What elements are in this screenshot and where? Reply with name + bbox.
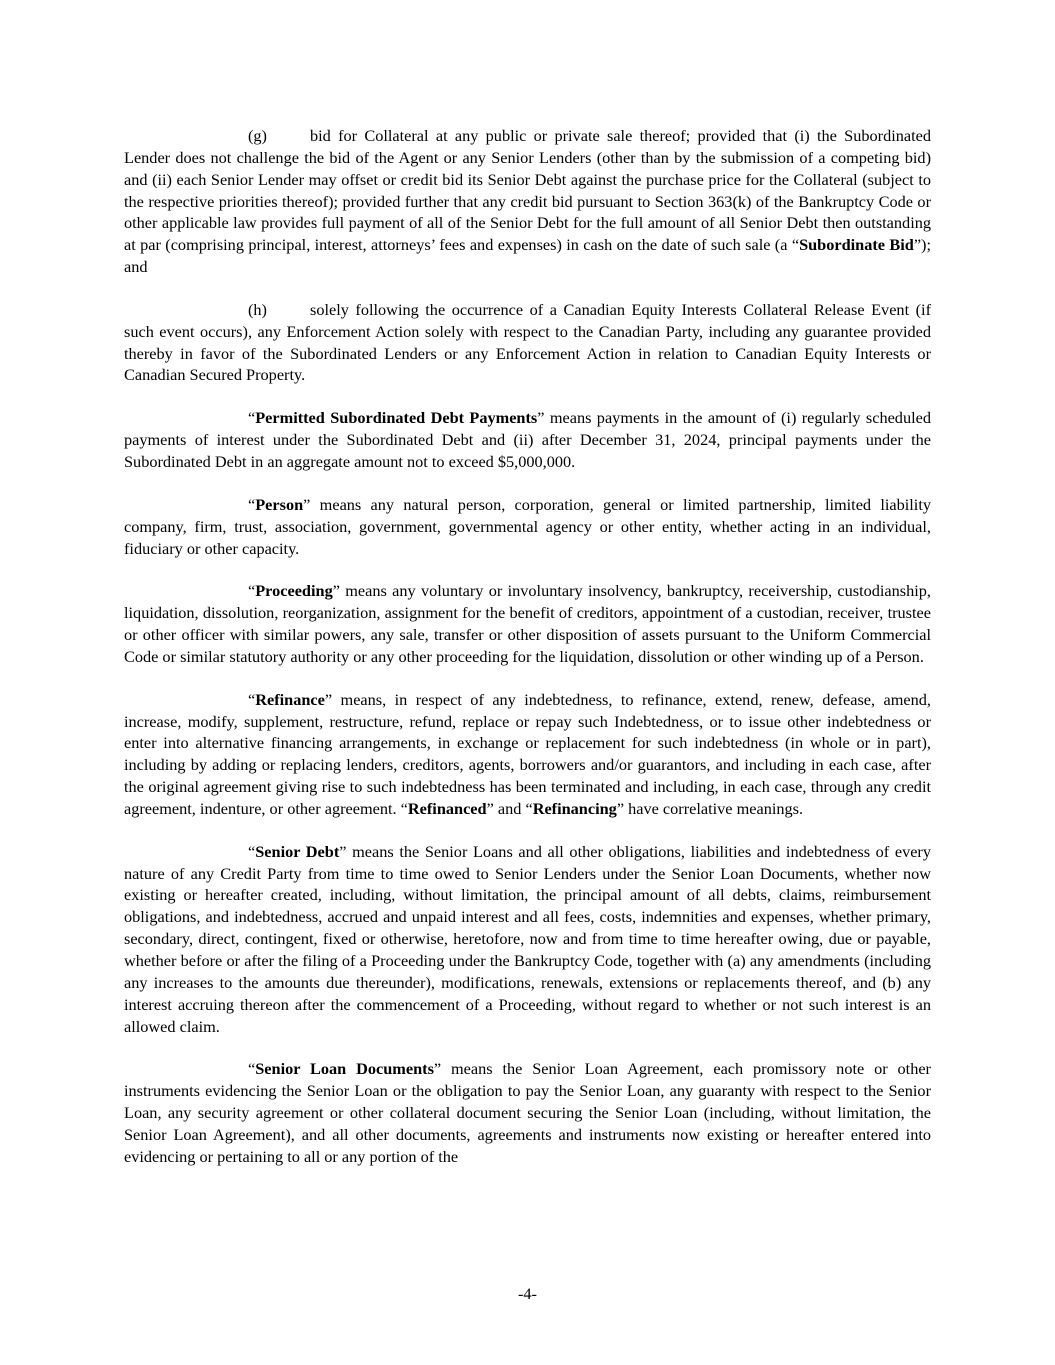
open-quote: “ xyxy=(248,1059,256,1079)
definition-senior-debt xyxy=(124,841,931,1038)
definition-text: ” means the Senior Loans and all other obligations, liabilities and indebtedness of every nature of any Credit Party from time to time owed to Senior Lenders under the Senior Loan Documents, whether now existing or hereafter created, including, without limitation, the principal amount of all debts, claims, reimbursement obligations, and indebtedness, accrued and unpaid interest and all fees, costs, indemnities and expenses, whether primary, secondary, direct, contingent, fixed or otherwise, heretofore, now and from time to time hereafter owing, due or payable, whether before or after the filing of a Proceeding under the Bankruptcy Code, together with (a) any amendments (including any increases to the amounts due thereunder), modifications, renewals, extensions or replacements thereof, and (b) any interest accruing thereon after the commencement of a Proceeding, without regard to whether or not such interest is an allowed claim. xyxy=(124,841,931,1036)
open-quote: “ xyxy=(248,689,256,709)
defined-term: Senior Loan Documents xyxy=(255,1059,434,1079)
defined-term: Proceeding xyxy=(255,581,333,601)
defined-term: Permitted Subordinated Debt Payments xyxy=(255,408,538,428)
definition-permitted-subordinated-debt-payments xyxy=(124,407,931,473)
definition-text: ” means, in respect of any indebtedness, to refinance, extend, renew, defease, amend, increase, modify, supplement, restructure, refund, replace or repay such Indebtedness, or to issue other indebtedness or enter into alternative financing arrangements, in exchange or replacement for such indebtedness (in whole or in part), including by adding or replacing lenders, creditors, agents, borrowers and/or guarantors, and including in each case, after the original agreement giving rise to such indebtedness has been terminated and including, in each case, through any credit agreement, indenture, or other agreement. “ xyxy=(124,689,931,818)
definition-connector: ” and “ xyxy=(486,798,533,818)
open-quote: “ xyxy=(248,581,256,601)
defined-term-refinanced: Refinanced xyxy=(407,798,487,818)
clause-g xyxy=(124,125,931,278)
defined-term: Senior Debt xyxy=(255,841,340,861)
definition-person xyxy=(124,494,931,560)
clause-h-text: solely following the occurrence of a Canadian Equity Interests Collateral Release Event (if such event occurs), any Enforcement Action solely with respect to the Canadian Party, including any guarantee provided thereby in favor of the Subordinated Lenders or any Enforcement Action in relation to Canadian Equity Interests or Canadian Secured Property. xyxy=(124,299,931,385)
page-number: -4- xyxy=(518,1284,537,1303)
definition-proceeding xyxy=(124,580,931,667)
document-page xyxy=(124,125,931,1168)
definition-senior-loan-documents xyxy=(124,1058,931,1167)
clause-g-term: Subordinate Bid xyxy=(799,235,914,255)
open-quote: “ xyxy=(248,494,256,514)
definition-text: ” means any voluntary or involuntary insolvency, bankruptcy, receivership, custodianship, liquidation, dissolution, reorganization, assignment for the benefit of creditors, appointment of a custodian, receiver, trustee or other officer with similar powers, any sale, transfer or other disposition of assets pursuant to the Uniform Commercial Code or similar statutory authority or any other proceeding for the liquidation, dissolution or other winding up of a Person. xyxy=(124,581,931,666)
clause-g-tail: ”); and xyxy=(124,235,931,277)
definition-text: ” means payments in the amount of (i) regularly scheduled payments of interest under the Subordinated Debt and (ii) after December 31, 2024, principal payments under the Subordinated Debt in an aggregate amount not to exceed $5,000,000. xyxy=(124,408,931,471)
definition-text: ” means the Senior Loan Agreement, each promissory note or other instruments evidencing the Senior Loan or the obligation to pay the Senior Loan, any guaranty with respect to the Senior Loan, any security agreement or other collateral document securing the Senior Loan (including, without limitation, the Senior Loan Agreement), and all other documents, agreements and instruments now existing or hereafter entered into evidencing or pertaining to all or any portion of the xyxy=(124,1059,931,1166)
definition-tail: ” have correlative meanings. xyxy=(616,798,804,818)
definition-refinance xyxy=(124,689,931,820)
defined-term: Person xyxy=(255,494,304,514)
clause-h xyxy=(124,299,931,386)
clause-g-marker: (g) xyxy=(248,126,267,145)
defined-term: Refinance xyxy=(255,689,325,709)
clause-g-text: bid for Collateral at any public or private sale thereof; provided that (i) the Subordinated Lender does not challenge the bid of the Agent or any Senior Lenders (other than by the submission of a competing bid) and (ii) each Senior Lender may offset or credit bid its Senior Debt against the purchase price for the Collateral (subject to the respective priorities thereof); provided further that any credit bid pursuant to Section 363(k) of the Bankruptcy Code or other applicable law provides full payment of all of the Senior Debt for the full amount of all Senior Debt then outstanding at par (comprising principal, interest, attorneys’ fees and expenses) in cash on the date of such sale (a “ xyxy=(124,126,931,255)
clause-h-marker: (h) xyxy=(248,299,267,319)
defined-term-refinancing: Refinancing xyxy=(532,798,617,818)
open-quote: “ xyxy=(248,841,256,861)
definition-text: ” means any natural person, corporation, general or limited partnership, limited liability company, firm, trust, association, government, governmental agency or other entity, whether acting in an individual, fiduciary or other capacity. xyxy=(124,494,931,558)
open-quote: “ xyxy=(248,408,256,428)
